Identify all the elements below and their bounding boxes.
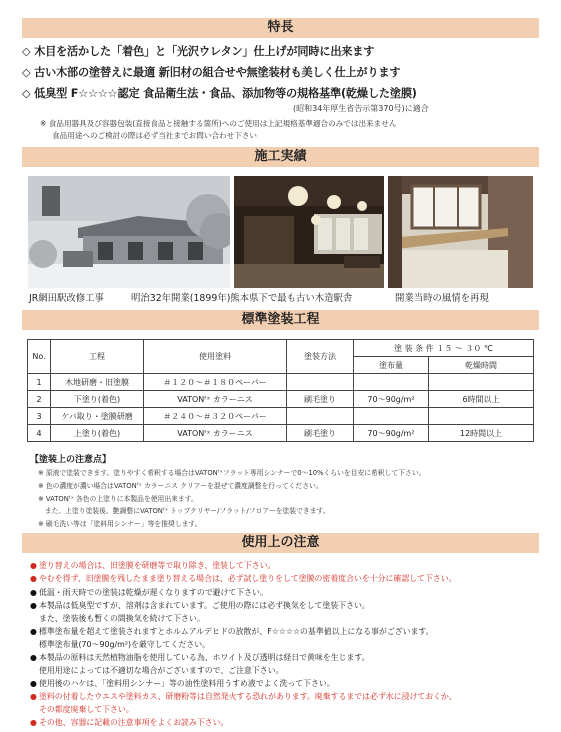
note-item-3: ※ VATONᶠˣ 各色の上塗りに本製品を使用出来ます。 [38, 495, 198, 503]
col-no: No. [28, 340, 51, 374]
notes-title: 【塗装上の注意点】 [30, 455, 112, 465]
caution-item: ● 塗り替えの場合は、旧塗膜を研磨等で取り除き、塗装して下さい。 [30, 561, 276, 570]
cell-no: 3 [28, 408, 51, 425]
col-cond: 塗 装 条 件 １５ ～ ３０ ℃ [354, 340, 534, 357]
note-item-1: ※ 原液で塗装できます。塗りやすく希釈する場合はVATONᶠˣフラット専用シンナーで0～10%くらいを目安に希釈して下さい。 [38, 469, 426, 477]
photo-station-snow [28, 176, 230, 288]
cell-no: 4 [28, 425, 51, 442]
cell-amount: 70～90g/m² [354, 391, 429, 408]
cell-paint: ＃１２０～＃１８０ペーパー [144, 374, 287, 391]
col-method: 塗装方法 [287, 340, 354, 374]
cell-no: 2 [28, 391, 51, 408]
caption-1: JR網田駅改修工事 [29, 293, 104, 304]
cell-paint: VATONᶠˣ カラーニス [144, 391, 287, 408]
results-title: 施工実績 [22, 147, 539, 167]
caution-item: ● その他、容器に記載の注意事項をよくお読み下さい。 [30, 718, 229, 727]
cell-method [287, 408, 354, 425]
cell-amount: 70～90g/m² [354, 425, 429, 442]
note-item-4: また、上塗り塗装後、艶調整にVATONᶠˣ トップクリヤー/フラット/フロアーを塗装できます。 [38, 507, 330, 515]
note-item-5: ※ 刷毛洗い等は「塗料用シンナー」等を推奨します。 [38, 520, 202, 528]
cell-amount [354, 408, 429, 425]
table-row [28, 374, 534, 391]
caution-item: 標準塗布量(70～90g/m²)を厳守してください。 [39, 640, 211, 649]
feature-note-1: ※ 食品用器具及び容器包装(直接食品と接触する箇所)へのご使用は上記規格基準適合のみでは出来ません [40, 119, 397, 128]
caution-item: ● 本製品の原料は天然植物油脂を使用している為、ホワイト及び透明は経日で黄味を生じます。 [30, 653, 370, 662]
cell-step: 木地研磨・旧塗膜 [51, 374, 144, 391]
process-title: 標準塗装工程 [22, 310, 539, 330]
cell-paint: VATONᶠˣ カラーニス [144, 425, 287, 442]
feature-item-2: ◇ 古い木部の塗替えに最適 新旧材の組合せや無塗装材も美しく仕上がります [22, 66, 401, 79]
caution-item: その都度廃棄して下さい。 [39, 705, 134, 714]
photo-interior [234, 176, 384, 288]
process-table [27, 339, 534, 442]
caution-title: 使用上の注意 [22, 533, 539, 553]
table-row [28, 391, 534, 408]
feature-sub: (昭和34年厚生省告示第370号)に適合 [293, 104, 429, 113]
cell-paint: ＃２４０～＃３２０ペーパー [144, 408, 287, 425]
col-dry: 乾燥時間 [429, 357, 534, 374]
cell-dry: 12時間以上 [429, 425, 534, 442]
col-step: 工程 [51, 340, 144, 374]
cell-method: 刷毛塗り [287, 425, 354, 442]
cell-no: 1 [28, 374, 51, 391]
photo-counter [388, 176, 533, 288]
col-amount: 塗布量 [354, 357, 429, 374]
note-item-2: ※ 色の濃度が濃い場合はVATONᶠˣ カラーニス クリアーを混ぜて濃度調整を行ってください。 [38, 482, 323, 490]
cell-amount [354, 374, 429, 391]
cell-step: 上塗り(着色) [51, 425, 144, 442]
cell-step: 下塗り(着色) [51, 391, 144, 408]
caution-item: ● 標準塗布量を超えて塗装されますとホルムアルデヒドの放散が、F☆☆☆☆の基準値以上になる事がございます。 [30, 627, 434, 636]
caution-item: ● 本製品は低臭型ですが、溶剤は含まれています。ご使用の際には必ず換気をして塗装下さい。 [30, 601, 370, 610]
caption-3: 開業当時の風情を再現 [395, 293, 489, 304]
features-title: 特長 [22, 18, 539, 38]
cell-method [287, 374, 354, 391]
cell-dry: 6時間以上 [429, 391, 534, 408]
caution-item: ● やむを得ず、旧塗膜を残したまま塗り替える場合は、必ず試し塗りをして塗膜の密着度合いを十分に確認して下さい。 [30, 574, 457, 583]
feature-item-3: ◇ 低臭型 F☆☆☆☆認定 食品衛生法・食品、添加物等の規格基準(乾燥した塗膜) [22, 87, 417, 100]
table-row [28, 425, 534, 442]
caution-item: ● 使用後のハケは、「塗料用シンナー」等の油性塗料用うすめ液でよく洗って下さい。 [30, 679, 335, 688]
caution-item: ● 塗料の付着したウエスや塗料カス、研磨粉等は自然発火する恐れがあります。廃棄するまでは必ず水に浸けておくか、 [30, 692, 457, 701]
caution-item: ● 低温・雨天時での塗装は乾燥が遅くなりますので避けて下さい。 [30, 588, 268, 597]
caption-2: 明治32年開業(1899年)熊本県下で最も古い木造駅舎 [131, 293, 353, 304]
table-row [28, 408, 534, 425]
cell-dry [429, 408, 534, 425]
cell-dry [429, 374, 534, 391]
cell-method: 刷毛塗り [287, 391, 354, 408]
cell-step: ケバ取り・塗膜研磨 [51, 408, 144, 425]
feature-note-2: 食品用途へのご検討の際は必ず当社までお問い合わせ下さい [52, 131, 258, 140]
caution-item: また、塗装後も暫くの間換気を続けて下さい。 [39, 614, 205, 623]
caution-item: 使用用途によっては不適切な場合がございますので、ご注意下さい。 [39, 666, 284, 675]
col-paint: 使用塗料 [144, 340, 287, 374]
feature-item-1: ◇ 木目を活かした「着色」と「光沢ウレタン」仕上げが同時に出来ます [22, 45, 375, 58]
